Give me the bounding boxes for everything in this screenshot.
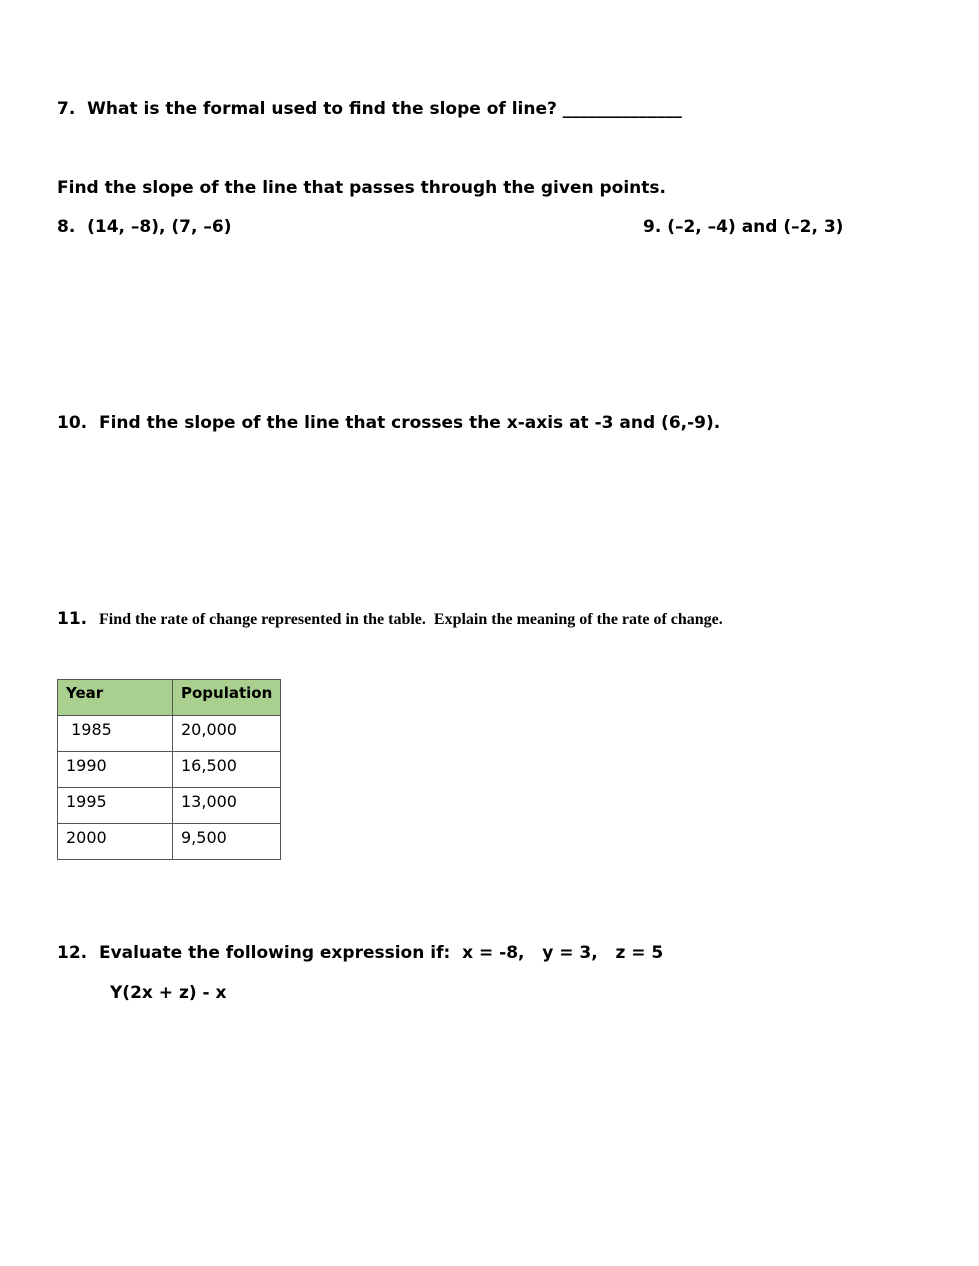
table-header-row: [58, 680, 281, 716]
question-11-text: Find the rate of change represented in the table. Explain the meaning of the rate of change.: [98, 611, 723, 628]
table-cell-population: 13,000: [173, 788, 281, 824]
table-cell-year: 2000: [58, 824, 173, 860]
population-table: [57, 679, 281, 860]
table-row: [58, 752, 281, 788]
table-cell-population: 20,000: [173, 716, 281, 752]
table-cell-year: 1985: [58, 716, 173, 752]
table-row: [58, 788, 281, 824]
table-cell-population: 9,500: [173, 824, 281, 860]
table-row: [58, 824, 281, 860]
question-12-expression: Y(2x + z) - x: [110, 983, 227, 1003]
question-11: [57, 608, 723, 631]
table-cell-population: 16,500: [173, 752, 281, 788]
table-row: [58, 716, 281, 752]
table-header-population: Population: [173, 680, 281, 716]
question-10: 10. Find the slope of the line that crosses the x-axis at -3 and (6,-9).: [57, 413, 721, 433]
table-cell-year: 1995: [58, 788, 173, 824]
instruction-slope-points: Find the slope of the line that passes through the given points.: [57, 178, 666, 198]
question-7: 7. What is the formal used to find the slope of line? ______________: [57, 99, 682, 119]
table-cell-year: 1990: [58, 752, 173, 788]
question-11-number: 11.: [57, 609, 88, 629]
table-header-year: Year: [58, 680, 173, 716]
question-9: 9. (–2, –4) and (–2, 3): [643, 217, 844, 237]
question-8: 8. (14, –8), (7, –6): [57, 217, 232, 237]
question-12: 12. Evaluate the following expression if: x = -8, y = 3, z = 5: [57, 943, 664, 963]
